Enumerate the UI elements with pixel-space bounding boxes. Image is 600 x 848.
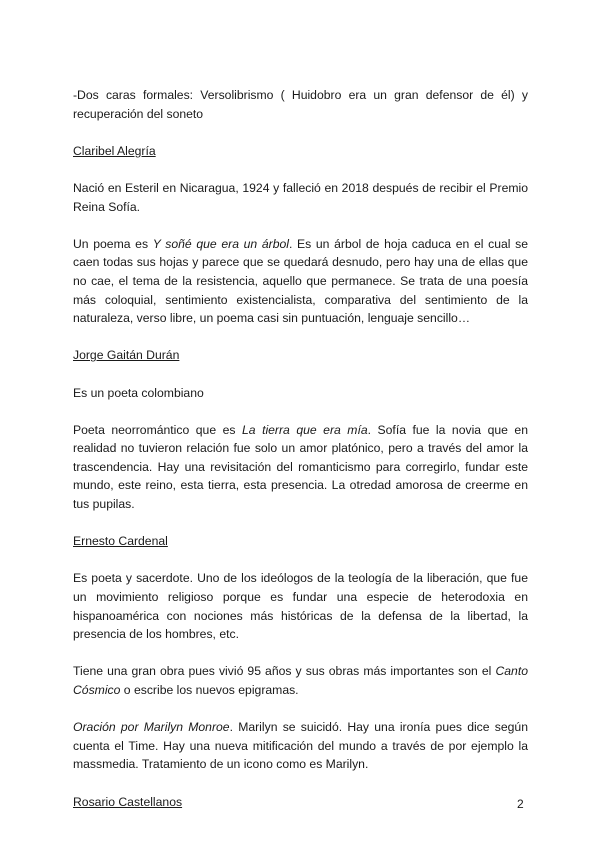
- alegria-poem-text-a: Un poema es: [73, 236, 153, 251]
- gaitan-intro-paragraph: [73, 384, 528, 403]
- cardenal-marilyn-title: Oración por Marilyn Monroe: [73, 720, 230, 735]
- cardenal-works-paragraph: [73, 662, 528, 699]
- alegria-bio-text: Nació en Esteril en Nicaragua, 1924 y falleció en 2018 después de recibir el Premio Reina Sofía.: [73, 180, 528, 214]
- gaitan-poem-title: La tierra que era mía: [242, 422, 368, 437]
- gaitan-poem-paragraph: [73, 421, 528, 514]
- heading-claribel-alegria: Claribel Alegría: [73, 143, 156, 158]
- heading-ernesto-cardenal: Ernesto Cardenal: [73, 534, 168, 549]
- heading-rosario-castellanos: Rosario Castellanos: [73, 794, 183, 809]
- cardenal-bio-paragraph: [73, 569, 528, 643]
- cardenal-works-text-b: o escribe los nuevos epigramas.: [120, 683, 299, 697]
- alegria-poem-paragraph: [73, 235, 528, 328]
- intro-text: -Dos caras formales: Versolibrismo ( Huidobro era un gran defensor de él) y recuperación del soneto: [73, 88, 528, 121]
- cardenal-works-title: Canto Cósmico: [73, 664, 528, 697]
- gaitan-intro-text: Es un poeta colombiano: [73, 385, 204, 400]
- gaitan-poem-text-b: . Sofía fue la novia que en realidad no tuvieron relación fue solo un amor platónico, pero a través del amor la trascendencia. Hay una revisitación del romanticismo para corregirlo, fundar este mundo, este reino, esta tierra, esta presencia. La otredad amorosa de creerme en tus pupilas.: [73, 422, 528, 512]
- cardenal-works-text-a: Tiene una gran obra pues vivió 95 años y sus obras más importantes son el: [73, 664, 496, 679]
- cardenal-marilyn-text: . Marilyn se suicidó. Hay una ironía pues dice según cuenta el Time. Hay una nueva mitificación del mundo a través de por ejemplo la massmedia. Tratamiento de un icono como es Marilyn.: [73, 720, 528, 772]
- gaitan-poem-text-a: Poeta neorromántico que es: [73, 422, 242, 437]
- page-number: 2: [517, 797, 524, 811]
- alegria-poem-title: Y soñé que era un árbol: [152, 236, 289, 251]
- heading-jorge-gaitan-duran: Jorge Gaitán Durán: [73, 348, 180, 363]
- cardenal-marilyn-paragraph: [73, 718, 528, 774]
- alegria-bio-paragraph: [73, 179, 528, 216]
- cardenal-bio-text: Es poeta y sacerdote. Uno de los ideólogos de la teología de la liberación, que fue un movimiento religioso porque es fundar una especie de heterodoxia en hispanoamérica con nociones más históricas de la defensa de la libertad, la presencia de los hombres, etc.: [73, 571, 528, 642]
- alegria-poem-text-b: . Es un árbol de hoja caduca en el cual se caen todas sus hojas y parece que se quedará desnudo, pero hay una de ellas que no cae, el tema de la resistencia, aquello que permanece. Se trata de una poesía más coloquial, sentimiento existencialista, comparativa del sentimiento de la naturaleza, verso libre, un poema casi sin puntuación, lenguaje sencillo…: [73, 236, 529, 326]
- intro-paragraph: [73, 86, 528, 123]
- document-body: [73, 86, 528, 830]
